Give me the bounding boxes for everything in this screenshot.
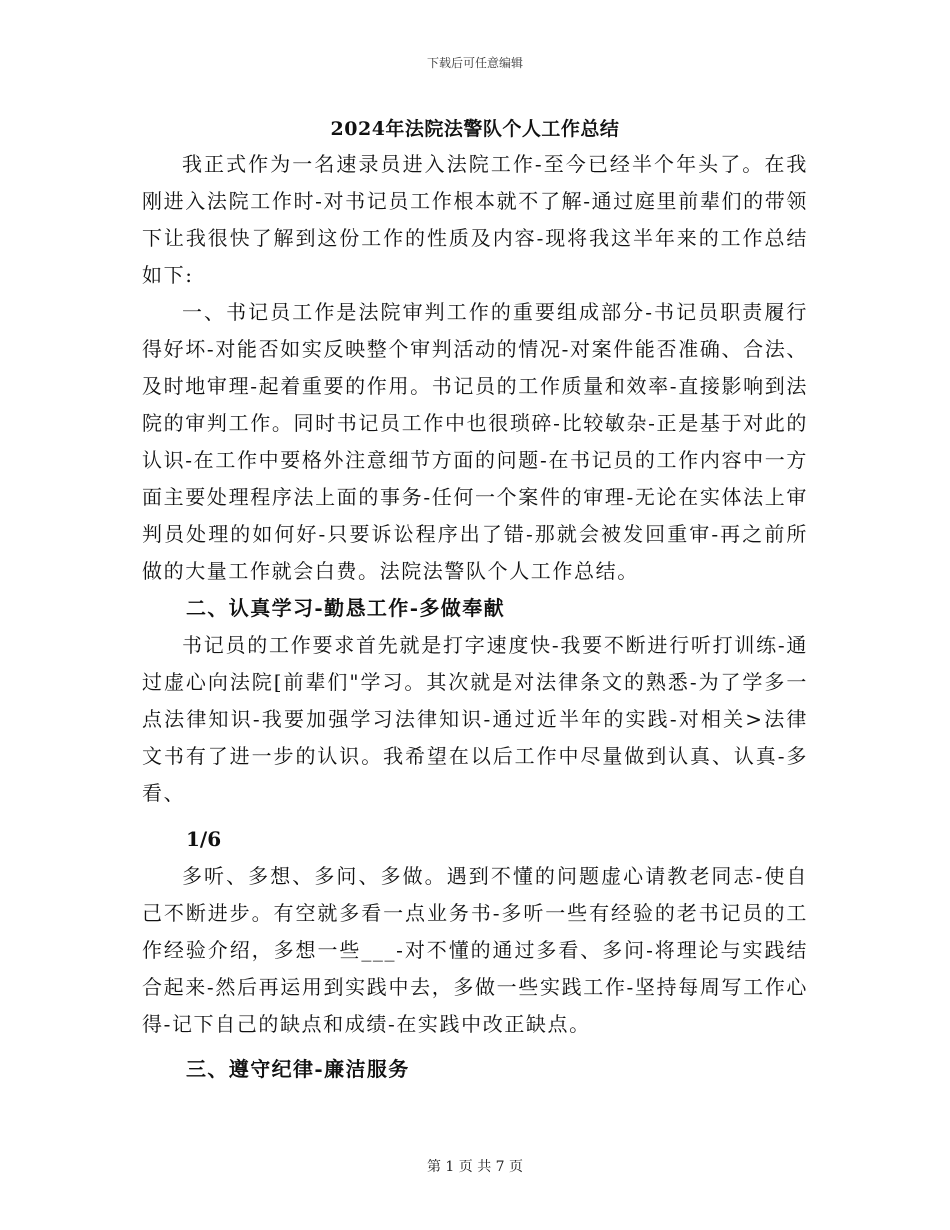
section-heading-2: 二、认真学习-勤恳工作-多做奉献 <box>186 596 506 620</box>
paragraph-section-2b: 多听、多想、多问、多做。遇到不懂的问题虚心请教老同志-使自己不断进步。有空就多看一点业务书-多听一些有经验的老书记员的工作经验介绍，多想一些___-对不懂的通过多看、多问-将理论与实践结合起来-然后再运用到实践中去，多做一些实践工作-坚持每周写工作心得-记下自己的缺点和成绩-在实践中改正缺点。 <box>142 864 808 1036</box>
section-heading-3: 三、遵守纪律-廉洁服务 <box>186 1057 410 1081</box>
paragraph-intro: 我正式作为一名速录员进入法院工作-至今已经半个年头了。在我刚进入法院工作时-对书记员工作根本就不了解-通过庭里前辈们的带领下让我很快了解到这份工作的性质及内容-现将我这半年来的工作总结如下: <box>142 152 808 287</box>
page-header-note: 下载后可任意编辑 <box>426 56 523 70</box>
document-title: 2024年法院法警队个人工作总结 <box>330 118 620 140</box>
document-body <box>142 146 808 1088</box>
page-fraction: 1/6 <box>186 827 222 851</box>
page-footer-number: 第 1 页 共 7 页 <box>426 1159 524 1175</box>
paragraph-section-2a: 书记员的工作要求首先就是打字速度快-我要不断进行听打训练-通过虚心向法院[前辈们"学习。其次就是对法律条文的熟悉-为了学多一点法律知识-我要加强学习法律知识-通过近半年的实践-对相关>法律文书有了进一步的认识。我希望在以后工作中尽量做到认真、认真-多看、 <box>142 633 808 805</box>
paragraph-section-1: 一、书记员工作是法院审判工作的重要组成部分-书记员职责履行得好坏-对能否如实反映整个审判活动的情况-对案件能否准确、合法、及时地审理-起着重要的作用。书记员的工作质量和效率-直接影响到法院的审判工作。同时书记员工作中也很琐碎-比较敏杂-正是基于对此的认识-在工作中要格外注意细节方面的问题-在书记员的工作内容中一方面主要处理程序法上面的事务-任何一个案件的审理-无论在实体法上审判员处理的如何好-只要诉讼程序出了错-那就会被发回重审-再之前所做的大量工作就会白费。法院法警队个人工作总结。 <box>142 300 808 583</box>
